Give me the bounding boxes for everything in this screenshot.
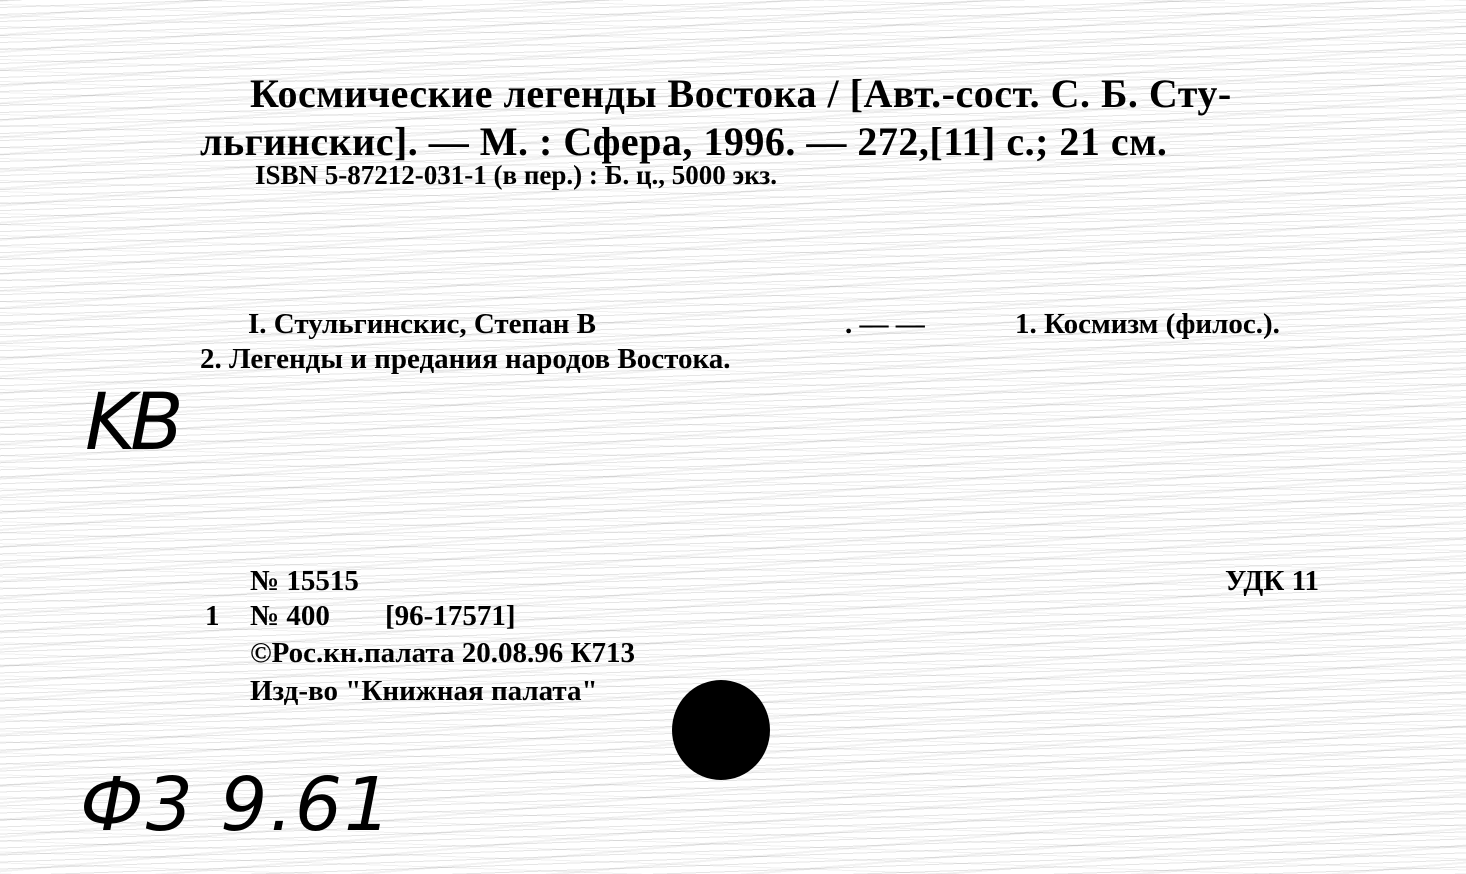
punch-hole [672, 680, 770, 780]
handwritten-mark: KB [85, 378, 178, 468]
subject-dashes: . — — [845, 308, 925, 340]
publisher-line: Изд-во "Книжная палата" [250, 675, 598, 707]
subject-heading-1: 1. Космизм (филос.). [1015, 308, 1280, 340]
udk-code: УДК 11 [1225, 565, 1319, 597]
series-number: № 400 [250, 600, 330, 632]
record-number: № 15515 [250, 565, 359, 597]
series-prefix: 1 [205, 600, 220, 632]
title-line-1: Космические легенды Востока / [Авт.-сост. С. Б. Сту- [250, 71, 1232, 116]
isbn-line: ISBN 5-87212-031-1 (в пер.) : Б. ц., 5000 экз. [255, 160, 777, 190]
title-line-2: льгинскис]. — М. : Сфера, 1996. — 272,[11] с.; 21 см. [200, 119, 1168, 164]
copyright-line: ©Рос.кн.палата 20.08.96 К713 [250, 637, 636, 669]
series-code: [96-17571] [385, 600, 516, 632]
subject-author: I. Стульгинскис, Степан В [248, 308, 597, 340]
subject-heading-2: 2. Легенды и предания народов Востока. [200, 343, 731, 375]
handwritten-shelfmark: Ф3 9.61 [80, 762, 394, 848]
